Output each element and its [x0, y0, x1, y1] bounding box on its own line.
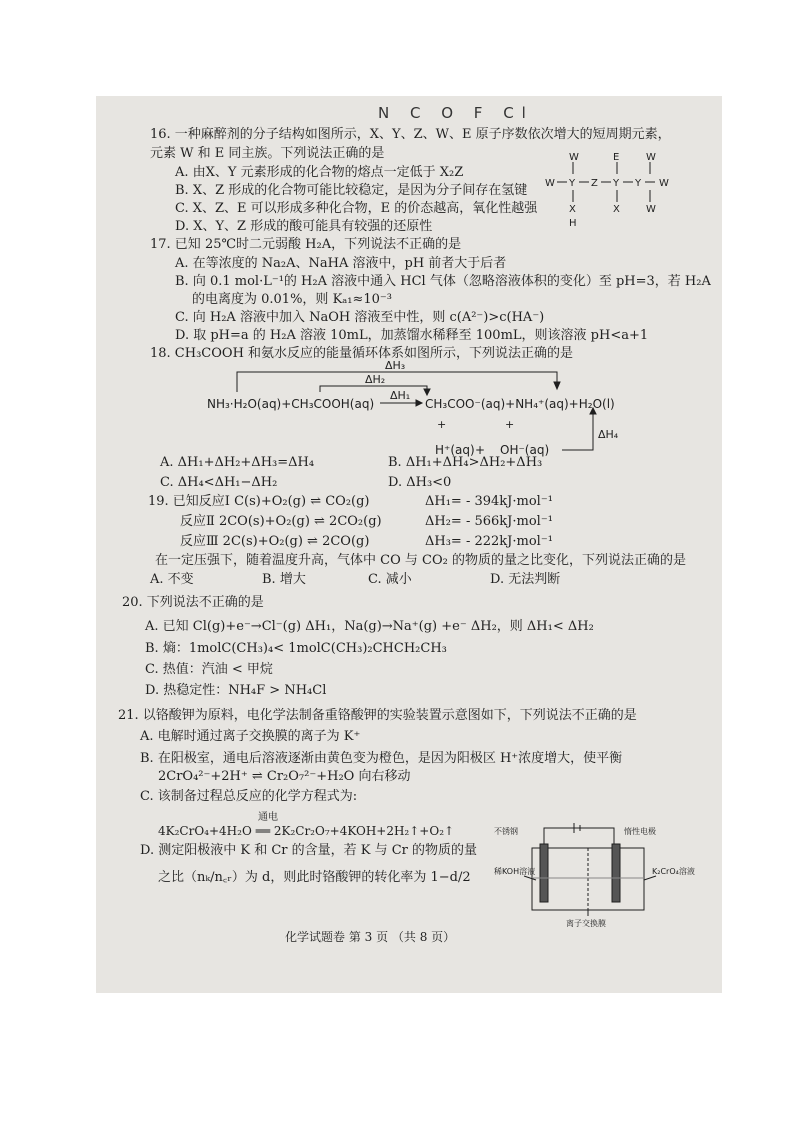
q19-option-c: C. 减小	[368, 572, 412, 587]
q17-stem: 17. 已知 25℃时二元弱酸 H₂A，下列说法不正确的是	[150, 237, 462, 252]
atom-y1: Y	[569, 178, 576, 189]
q19-option-a: A. 不变	[150, 572, 194, 587]
q20-option-a: A. 已知 Cl(g)+e⁻→Cl⁻(g) ΔH₁，Na(g)→Na⁺(g) +e⁻ ΔH₂，则 ΔH₁< ΔH₂	[145, 619, 594, 634]
q17-option-d: D. 取 pH=a 的 H₂A 溶液 10mL，加蒸馏水稀释至 100mL，则该溶液 pH<a+1	[175, 328, 649, 343]
q21-total-equation: 4K₂CrO₄+4H₂O ══ 2K₂Cr₂O₇+4KOH+2H₂↑+O₂↑	[158, 824, 455, 838]
plus-1: +	[437, 418, 447, 431]
q19-reaction-3: 反应Ⅲ 2C(s)+O₂(g) ⇌ 2CO(g)	[180, 534, 370, 549]
q21-equation-condition: 通电	[258, 812, 278, 823]
oh-ion-label: OH⁻(aq)	[500, 443, 550, 457]
atom-w-bottom: W	[646, 204, 656, 215]
q21-option-d-line2: 之比（nₖ/n꜀ᵣ）为 d，则此时铬酸钾的转化率为 1−d/2	[158, 870, 471, 885]
q16-option-b: B. X、Z 形成的化合物可能比较稳定，是因为分子间存在氢键	[175, 183, 528, 198]
koh-solution-label: 稀KOH溶液	[494, 867, 536, 876]
atom-w-left: W	[545, 178, 555, 189]
atom-x2: X	[613, 204, 620, 215]
q17-option-c: C. 向 H₂A 溶液中加入 NaOH 溶液至中性，则 c(A²⁻)>c(HA⁻)	[175, 310, 545, 325]
q19-reaction-1: 19. 已知反应Ⅰ C(s)+O₂(g) ⇌ CO₂(g)	[148, 494, 370, 509]
q21-option-d-line1: D. 测定阳极液中 K 和 Cr 的含量，若 K 与 Cr 的物质的量	[140, 843, 478, 858]
q16-option-c: C. X、Z、E 可以形成多种化合物，E 的价态越高，氧化性越强	[175, 201, 538, 216]
q17-option-b-line2: 的电离度为 0.01%，则 Kₐ₁≈10⁻³	[192, 292, 393, 307]
q18-stem: 18. CH₃COOH 和氨水反应的能量循环体系如图所示，下列说法正确的是	[150, 346, 574, 361]
atom-y3: Y	[635, 178, 642, 189]
q16-stem-line1: 16. 一种麻醉剂的分子结构如图所示，X、Y、Z、W、E 原子序数依次增大的短周期元素，	[150, 127, 671, 142]
atom-w-top: W	[569, 152, 579, 163]
k2cro4-solution-label: K₂CrO₄溶液	[652, 867, 695, 876]
page-footer: 化学试题卷 第 3 页 （共 8 页）	[285, 930, 456, 944]
q17-option-b-line1: B. 向 0.1 mol·L⁻¹的 H₂A 溶液中通入 HCl 气体（忽略溶液体积的变化）至 pH=3，若 H₂A	[175, 274, 711, 289]
products-label: CH₃COO⁻(aq)+NH₄⁺(aq)+H₂O(l)	[425, 397, 615, 411]
q21-option-b-line2: 2CrO₄²⁻+2H⁺ ⇌ Cr₂O₇²⁻+H₂O 向右移动	[158, 769, 411, 784]
inert-electrode-label: 惰性电极	[624, 827, 656, 836]
atom-x1: X	[569, 204, 576, 215]
q16-option-a: A. 由X、Y 元素形成的化合物的熔点一定低于 X₂Z	[175, 165, 464, 180]
plus-3: +	[475, 443, 486, 457]
q16-option-d: D. X、Y、Z 形成的酸可能具有较强的还原性	[175, 219, 433, 234]
delta-h2-label: ΔH₂	[365, 373, 386, 386]
q21-stem: 21. 以铬酸钾为原料，电化学法制备重铬酸钾的实验装置示意图如下，下列说法不正确的是	[118, 708, 637, 723]
q21-electrolysis-apparatus	[494, 822, 694, 932]
q21-option-a: A. 电解时通过离子交换膜的离子为 K⁺	[140, 729, 361, 744]
atom-z: Z	[591, 178, 598, 189]
q19-option-b: B. 增大	[262, 572, 306, 587]
h-ion-label: H⁺(aq)	[435, 443, 475, 457]
handwritten-h: H	[569, 218, 577, 229]
atom-w-right: W	[659, 178, 669, 189]
q16-stem-line2: 元素 W 和 E 同主族。下列说法正确的是	[150, 146, 385, 161]
q16-molecule-structure	[545, 150, 695, 230]
delta-h4-label: ΔH₄	[598, 428, 619, 441]
q19-stem2: 在一定压强下，随着温度升高，气体中 CO 与 CO₂ 的物质的量之比变化，下列说法正确的是	[155, 553, 686, 568]
q20-option-b: B. 熵：1molC(CH₃)₄< 1molC(CH₃)₂CHCH₂CH₃	[145, 641, 447, 656]
reactants-label: NH₃·H₂O(aq)+CH₃COOH(aq)	[207, 397, 375, 411]
atom-e: E	[613, 152, 620, 163]
handwritten-note: N C O F Cl	[378, 104, 534, 122]
q17-option-a: A. 在等浓度的 Na₂A、NaHA 溶液中，pH 前者大于后者	[175, 256, 507, 271]
atom-w-top2: W	[646, 152, 656, 163]
q18-option-a: A. ΔH₁+ΔH₂+ΔH₃=ΔH₄	[160, 455, 315, 470]
q19-dh3: ΔH₃= - 222kJ·mol⁻¹	[425, 534, 553, 549]
delta-h1-label: ΔH₁	[390, 389, 411, 402]
q18-option-b: B. ΔH₁+ΔH₄>ΔH₂+ΔH₃	[388, 455, 543, 470]
q19-option-d: D. 无法判断	[490, 572, 561, 587]
q20-option-c: C. 热值：汽油 < 甲烷	[145, 662, 273, 677]
delta-h3-label: ΔH₃	[385, 359, 406, 372]
membrane-label: 离子交换膜	[566, 919, 606, 928]
q20-option-d: D. 热稳定性：NH₄F > NH₄Cl	[145, 683, 327, 698]
q19-dh2: ΔH₂= - 566kJ·mol⁻¹	[425, 514, 553, 529]
q19-reaction-2: 反应Ⅱ 2CO(s)+O₂(g) ⇌ 2CO₂(g)	[180, 514, 382, 529]
atom-y2: Y	[613, 178, 620, 189]
q20-stem: 20. 下列说法不正确的是	[122, 595, 264, 610]
q18-option-c: C. ΔH₄<ΔH₁−ΔH₂	[160, 475, 278, 490]
q19-dh1: ΔH₁= - 394kJ·mol⁻¹	[425, 494, 553, 509]
q21-option-b-line1: B. 在阳极室，通电后溶液逐渐由黄色变为橙色，是因为阳极区 H⁺浓度增大，使平衡	[140, 751, 623, 766]
stainless-steel-label: 不锈钢	[494, 827, 518, 836]
q18-energy-cycle-diagram	[205, 359, 655, 462]
q18-option-d: D. ΔH₃<0	[388, 475, 452, 490]
plus-2: +	[505, 418, 515, 431]
q21-option-c: C. 该制备过程总反应的化学方程式为:	[140, 789, 358, 804]
